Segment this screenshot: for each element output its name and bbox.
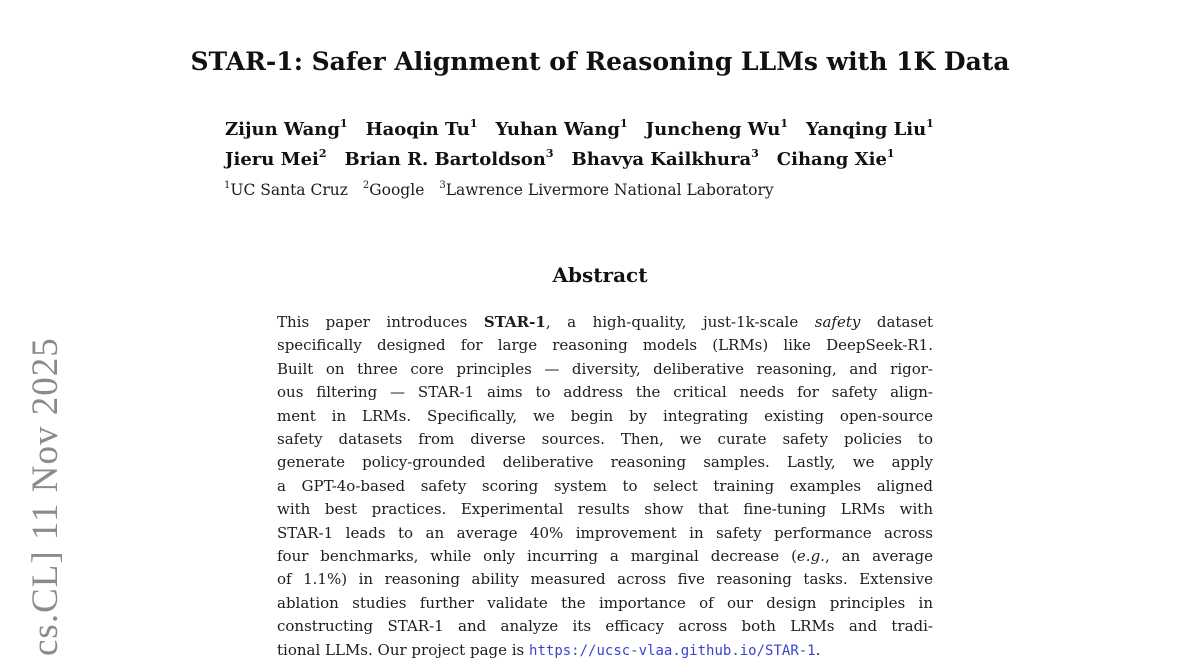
- abstract-text-segment: ablation studies further validate the importance of our design principles in: [277, 593, 933, 612]
- affiliation-superscript: 1: [469, 117, 478, 130]
- abstract-line: [277, 592, 933, 615]
- abstract-line: [277, 334, 933, 357]
- abstract-text-segment: , a high-quality, just-1k-scale: [545, 313, 815, 331]
- affiliation-superscript: 1: [780, 117, 789, 130]
- abstract-line: [277, 639, 933, 663]
- abstract-line: [277, 381, 933, 404]
- affiliation-superscript: 1: [620, 117, 628, 130]
- abstract-text-segment: safety datasets from diverse sources. Then, we curate safety policies to: [277, 430, 933, 449]
- author-name: Zijun Wang$^1$: [225, 117, 348, 140]
- abstract-line: [277, 615, 933, 638]
- author-name: Brian R. Bartoldson$^3$: [344, 147, 554, 170]
- abstract-text-segment: four benchmarks, while only incurring a marginal decrease (: [277, 547, 797, 566]
- abstract-text-segment: dataset: [860, 313, 933, 331]
- affiliation-superscript: 1: [886, 147, 895, 160]
- abstract-text-segment: a GPT-4o-based safety scoring system to select training examples aligned: [277, 476, 933, 495]
- affiliation-superscript: 1: [224, 180, 231, 191]
- affiliation-superscript: 2: [362, 180, 370, 191]
- author-row-2: [225, 148, 895, 170]
- abstract-line: [277, 568, 933, 591]
- abstract-text-segment: .: [815, 640, 821, 659]
- abstract-line: [277, 498, 933, 521]
- abstract-line: [277, 451, 933, 474]
- author-name: Yanqing Liu$^1$: [806, 117, 934, 140]
- affiliation-superscript: 1: [926, 117, 934, 130]
- abstract-text-segment: ment in LRMs. Specifically, we begin by integrating existing open-source: [277, 406, 933, 425]
- abstract-text-segment: STAR-1: [483, 313, 546, 331]
- affiliations: [224, 181, 774, 199]
- author-name: Cihang Xie$^1$: [776, 147, 895, 170]
- abstract-text-segment: , an average: [824, 547, 933, 566]
- abstract-line: [277, 428, 933, 451]
- abstract-text-segment: constructing STAR-1 and analyze its efficacy across both LRMs and tradi-: [277, 617, 933, 636]
- abstract-text-segment: with best practices. Experimental results show that fine-tuning LRMs with: [277, 500, 933, 519]
- abstract-text-segment: Built on three core principles — diversity, deliberative reasoning, and rigor-: [277, 359, 933, 378]
- project-url-link[interactable]: https://ucsc-vlaa.github.io/STAR-1: [529, 642, 816, 659]
- abstract-line: [277, 522, 933, 545]
- affiliation-superscript: 3: [439, 180, 446, 191]
- abstract-heading: Abstract: [552, 263, 648, 287]
- abstract-text-segment: This paper introduces: [277, 313, 484, 331]
- abstract-text-segment: STAR-1 leads to an average 40% improvement in safety performance across: [277, 523, 933, 542]
- arxiv-watermark: cs.CL] 11 Nov 2025: [25, 337, 66, 656]
- affiliation-superscript: 3: [751, 147, 759, 160]
- affiliation-item: $^3$Lawrence Livermore National Laboratory: [439, 180, 774, 200]
- author-row-1: [225, 118, 934, 140]
- author-name: Jieru Mei$^2$: [225, 147, 327, 170]
- affiliation-superscript: 1: [339, 117, 348, 130]
- abstract-line: [277, 358, 933, 381]
- abstract-text-segment: specifically designed for large reasoning models (LRMs) like DeepSeek-R1.: [277, 336, 933, 355]
- abstract-text-segment: ous filtering — STAR-1 aims to address the critical needs for safety align-: [277, 383, 933, 402]
- author-name: Juncheng Wu$^1$: [645, 117, 789, 140]
- paper-title: STAR-1: Safer Alignment of Reasoning LLMs with 1K Data: [190, 47, 1010, 76]
- abstract-text-segment: tional LLMs. Our project page is: [277, 640, 530, 659]
- author-name: Bhavya Kailkhura$^3$: [571, 147, 759, 170]
- author-name: Yuhan Wang$^1$: [495, 117, 628, 140]
- affiliation-superscript: 2: [318, 147, 327, 160]
- affiliation-superscript: 3: [545, 147, 554, 160]
- abstract-text-segment: safety: [814, 313, 861, 331]
- author-name: Haoqin Tu$^1$: [365, 117, 478, 140]
- abstract-line: [277, 545, 933, 568]
- abstract-line: [277, 311, 933, 334]
- abstract-text-segment: generate policy-grounded deliberative reasoning samples. Lastly, we apply: [277, 453, 933, 472]
- affiliation-item: $^1$UC Santa Cruz: [224, 180, 348, 200]
- abstract-body: [277, 311, 933, 663]
- abstract-line: [277, 405, 933, 428]
- abstract-text-segment: of 1.1%) in reasoning ability measured across five reasoning tasks. Extensive: [277, 570, 933, 589]
- affiliation-item: $^2$Google: [362, 180, 425, 200]
- abstract-text-segment: e.g.: [796, 547, 825, 566]
- abstract-line: [277, 475, 933, 498]
